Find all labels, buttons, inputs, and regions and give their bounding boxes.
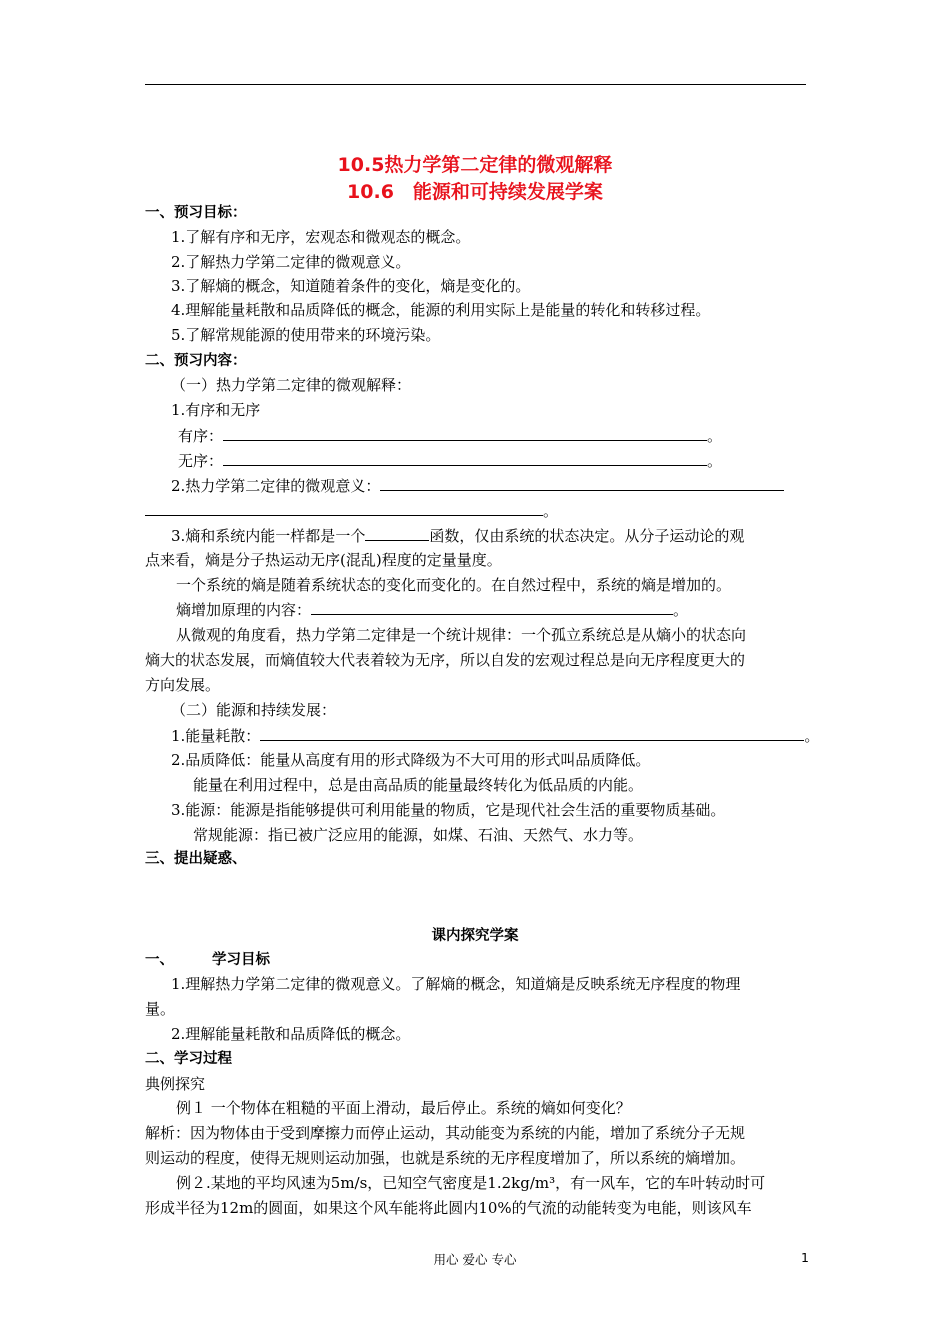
dissipation-line: 1.能量耗散： 。 [171, 727, 820, 745]
inclass-goals-number: 一、 [145, 952, 174, 968]
dissipation-label: 1.能量耗散： [171, 727, 261, 745]
header-rule [145, 84, 806, 85]
order-title: 1.有序和无序 [171, 401, 261, 419]
micro-line-2: 熵大的状态发展，而熵值较大代表着较为无序，所以自发的宏观过程总是向无序程度更大的 [145, 651, 746, 669]
entropy-line-1: 3.熵和系统内能一样都是一个 函数，仅由系统的状态决定。从分子运动论的观 [171, 527, 745, 545]
goal-item-4: 4.理解能量耗散和品质降低的概念，能源的利用实际上是能量的转化和转移过程。 [171, 301, 711, 319]
inclass-goal-2: 2.理解能量耗散和品质降低的概念。 [171, 1025, 411, 1043]
example-2-line-2: 形成半径为12m的圆面，如果这个风车能将此圆内10%的气流的动能转变为电能，则该风车 [145, 1199, 752, 1217]
inclass-title: 课内探究学案 [431, 928, 519, 944]
entropy-principle-label: 熵增加原理的内容： [176, 601, 312, 619]
title-line-2: 10.6 能源和可持续发展学案 [347, 181, 603, 203]
part-2-heading: （二）能源和持续发展： [171, 701, 337, 719]
footer-slogan: 用心 爱心 专心 [433, 1252, 517, 1267]
goal-item-2: 2.了解热力学第二定律的微观意义。 [171, 253, 411, 271]
example-1: 例１ 一个物体在粗糙的平面上滑动，最后停止。系统的熵如何变化？ [176, 1099, 631, 1117]
second-law-blank-1[interactable] [380, 475, 784, 491]
goal-item-5: 5.了解常规能源的使用带来的环境污染。 [171, 326, 441, 344]
entropy-principle-blank[interactable] [311, 599, 673, 615]
analysis-line-1: 解析：因为物体由于受到摩擦力而停止运动，其动能变为系统的内能，增加了系统分子无规 [145, 1124, 746, 1142]
analysis-line-2: 则运动的程度，使得无规则运动加强，也就是系统的无序程度增加了，所以系统的熵增加。 [145, 1149, 746, 1167]
energy-line-2: 常规能源：指已被广泛应用的能源，如煤、石油、天然气、水力等。 [193, 826, 644, 844]
second-law-line-2: 。 [145, 500, 558, 521]
entropy-line-2: 点来看，熵是分子热运动无序(混乱)程度的定量量度。 [145, 551, 502, 569]
preview-content-heading: 二、预习内容： [145, 353, 247, 369]
questions-heading: 三、提出疑惑、 [145, 851, 247, 867]
examples-label: 典例探究 [145, 1075, 206, 1093]
page-number: 1 [801, 1250, 809, 1265]
inclass-goal-1-line-1: 1.理解热力学第二定律的微观意义。了解熵的概念，知道熵是反映系统无序程度的物理 [171, 975, 741, 993]
goal-item-3: 3.了解熵的概念，知道随着条件的变化，熵是变化的。 [171, 277, 531, 295]
process-heading: 二、学习过程 [145, 1051, 232, 1067]
disordered-blank[interactable] [223, 450, 707, 466]
micro-line-1: 从微观的角度看，热力学第二定律是一个统计规律：一个孤立系统总是从熵小的状态向 [176, 626, 747, 644]
part-1-heading: （一）热力学第二定律的微观解释： [171, 376, 412, 394]
example-2-line-1: 例２.某地的平均风速为5m/s，已知空气密度是1.2kg/m³，有一风车，它的车叶转动时可 [176, 1174, 766, 1192]
entropy-state-blank[interactable] [365, 525, 429, 541]
title-line-1: 10.5热力学第二定律的微观解释 [337, 154, 613, 176]
second-law-label: 2.热力学第二定律的微观意义： [171, 477, 381, 495]
quality-line-2: 能量在利用过程中，总是由高品质的能量最终转化为低品质的内能。 [193, 776, 644, 794]
inclass-goals-title: 学习目标 [212, 952, 270, 968]
ordered-blank[interactable] [223, 425, 707, 441]
energy-line-1: 3.能源：能源是指能够提供可利用能量的物质，它是现代社会生活的重要物质基础。 [171, 801, 726, 819]
micro-line-3: 方向发展。 [145, 676, 221, 694]
ordered-label: 有序： [178, 427, 224, 445]
ordered-line: 有序： 。 [178, 427, 723, 445]
inclass-goal-1-line-2: 量。 [145, 1000, 176, 1018]
preview-goals-heading: 一、预习目标： [145, 205, 247, 221]
quality-line-1: 2.品质降低：能量从高度有用的形式降级为不大可用的形式叫品质降低。 [171, 751, 651, 769]
entropy-line-3: 一个系统的熵是随着系统状态的变化而变化的。在自然过程中，系统的熵是增加的。 [176, 576, 732, 594]
disordered-label: 无序： [178, 452, 224, 470]
disordered-line: 无序： 。 [178, 452, 723, 470]
goal-item-1: 1.了解有序和无序，宏观态和微观态的概念。 [171, 228, 471, 246]
entropy-principle-line: 熵增加原理的内容： 。 [176, 601, 689, 619]
second-law-line [171, 475, 784, 496]
second-law-blank-2[interactable] [145, 500, 543, 516]
dissipation-blank[interactable] [260, 725, 804, 741]
